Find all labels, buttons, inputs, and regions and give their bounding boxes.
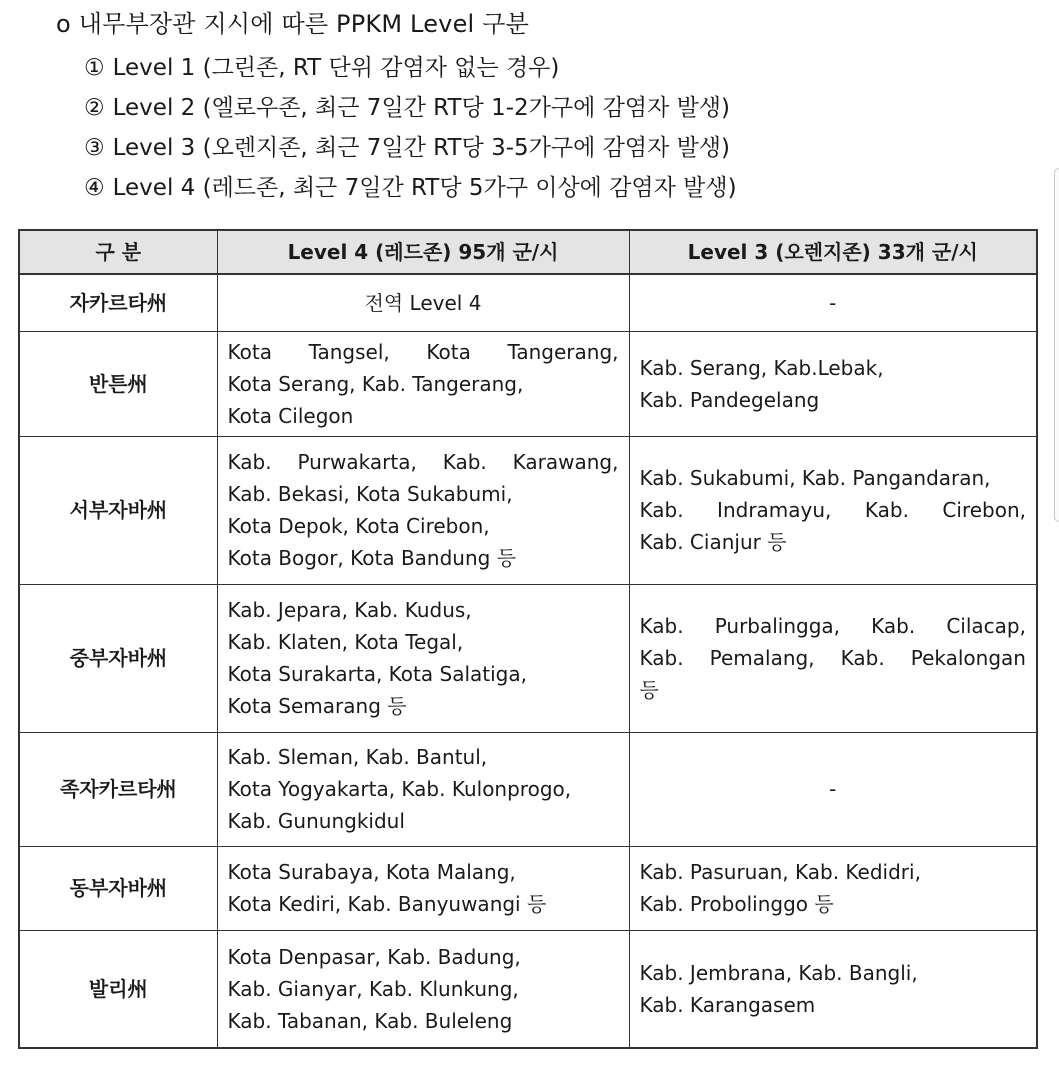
level4-line: Kota Bogor, Kota Bandung 등 xyxy=(227,546,517,570)
level4-line: Kab. Jepara, Kab. Kudus, xyxy=(227,598,472,622)
level3-cell xyxy=(629,930,1037,1048)
level4-line: Kota Cilegon xyxy=(227,403,354,428)
level-item xyxy=(84,168,737,208)
table-row xyxy=(19,331,1037,436)
level3-line: - xyxy=(829,290,837,315)
level3-cell xyxy=(629,436,1037,584)
level3-line: Kab. Pandegelang xyxy=(639,387,820,412)
level-number: ④ xyxy=(84,175,105,201)
level-description: Level 1 (그린존, RT 단위 감염자 없는 경우) xyxy=(112,55,560,81)
level4-line: Kab. Klaten, Kota Tegal, xyxy=(227,630,464,654)
level3-line: Kab. Sukabumi, Kab. Pangandaran, xyxy=(639,466,991,490)
level3-line: Kab. Pasuruan, Kab. Kedidri, xyxy=(639,860,921,884)
level4-cell xyxy=(217,436,629,584)
level3-line: Kab. Karangasem xyxy=(639,992,816,1017)
level3-cell xyxy=(629,274,1037,331)
region-cell: 동부자바州 xyxy=(19,846,217,930)
level3-cell xyxy=(629,584,1037,732)
level4-cell xyxy=(217,274,629,331)
level-number: ③ xyxy=(84,135,105,161)
level4-line: Kab. Purwakarta, Kab. Karawang, xyxy=(227,450,619,474)
level3-cell xyxy=(629,331,1037,436)
level4-line: Kab. Bekasi, Kota Sukabumi, xyxy=(227,482,513,506)
level4-cell xyxy=(217,930,629,1048)
level4-line: Kota Kediri, Kab. Banyuwangi 등 xyxy=(227,892,547,916)
table-row xyxy=(19,436,1037,584)
level4-line: Kota Tangsel, Kota Tangerang, xyxy=(227,339,619,364)
level4-line: Kab. Gianyar, Kab. Klunkung, xyxy=(227,976,519,1001)
level3-cell xyxy=(629,732,1037,846)
level-description: Level 3 (오렌지존, 최근 7일간 RT당 3-5가구에 감염자 발생) xyxy=(112,135,730,161)
level-item xyxy=(84,48,737,88)
edge-scroll-handle[interactable] xyxy=(1054,168,1059,522)
level-description: Level 2 (엘로우존, 최근 7일간 RT당 1-2가구에 감염자 발생) xyxy=(112,95,730,121)
header-level3: Level 3 (오렌지존) 33개 군/시 xyxy=(629,230,1037,274)
level3-line: Kab. Pemalang, Kab. Pekalongan xyxy=(639,646,1026,670)
level-definition-list xyxy=(84,48,737,208)
level-number: ② xyxy=(84,95,105,121)
level3-line: Kab. Jembrana, Kab. Bangli, xyxy=(639,960,918,985)
level4-line: Kota Denpasar, Kab. Badung, xyxy=(227,944,521,969)
table-row xyxy=(19,274,1037,331)
level4-line: Kota Serang, Kab. Tangerang, xyxy=(227,371,524,396)
level4-cell xyxy=(217,584,629,732)
level4-cell xyxy=(217,846,629,930)
level-item xyxy=(84,88,737,128)
header-category: 구 분 xyxy=(19,230,217,274)
level4-cell xyxy=(217,331,629,436)
table-row xyxy=(19,846,1037,930)
level4-line: Kota Yogyakarta, Kab. Kulonprogo, xyxy=(227,777,572,801)
header-level4: Level 4 (레드존) 95개 군/시 xyxy=(217,230,629,274)
section-heading: o 내무부장관 지시에 따른 PPKM Level 구분 xyxy=(56,10,530,38)
level-description: Level 4 (레드존, 최근 7일간 RT당 5가구 이상에 감염자 발생) xyxy=(112,175,737,201)
level4-line: Kota Semarang 등 xyxy=(227,694,407,718)
level-number: ① xyxy=(84,55,105,81)
level3-line: - xyxy=(829,777,837,801)
level4-line: Kab. Gunungkidul xyxy=(227,809,405,833)
level4-line: Kota Surabaya, Kota Malang, xyxy=(227,860,516,884)
level4-cell xyxy=(217,732,629,846)
level3-line: Kab. Indramayu, Kab. Cirebon, xyxy=(639,498,1026,522)
level4-line: Kab. Tabanan, Kab. Buleleng xyxy=(227,1008,513,1033)
level3-line: Kab. Serang, Kab.Lebak, xyxy=(639,355,884,380)
table-header-row xyxy=(19,230,1037,274)
level3-line: Kab. Purbalingga, Kab. Cilacap, xyxy=(639,614,1026,638)
level3-line: Kab. Probolinggo 등 xyxy=(639,892,834,916)
level4-line: 전역 Level 4 xyxy=(364,290,482,315)
region-cell: 반튼州 xyxy=(19,331,217,436)
region-cell: 발리州 xyxy=(19,930,217,1048)
level3-cell xyxy=(629,846,1037,930)
region-cell: 중부자바州 xyxy=(19,584,217,732)
table-row xyxy=(19,732,1037,846)
level-item xyxy=(84,128,737,168)
region-cell: 서부자바州 xyxy=(19,436,217,584)
level4-line: Kota Surakarta, Kota Salatiga, xyxy=(227,662,527,686)
level3-line: Kab. Cianjur 등 xyxy=(639,530,787,554)
table-row xyxy=(19,584,1037,732)
region-cell: 족자카르타州 xyxy=(19,732,217,846)
level4-line: Kab. Sleman, Kab. Bantul, xyxy=(227,745,488,769)
region-cell: 자카르타州 xyxy=(19,274,217,331)
level4-line: Kota Depok, Kota Cirebon, xyxy=(227,514,490,538)
table-row xyxy=(19,930,1037,1048)
level3-line: 등 xyxy=(639,678,659,702)
ppkm-region-table xyxy=(18,229,1038,1049)
